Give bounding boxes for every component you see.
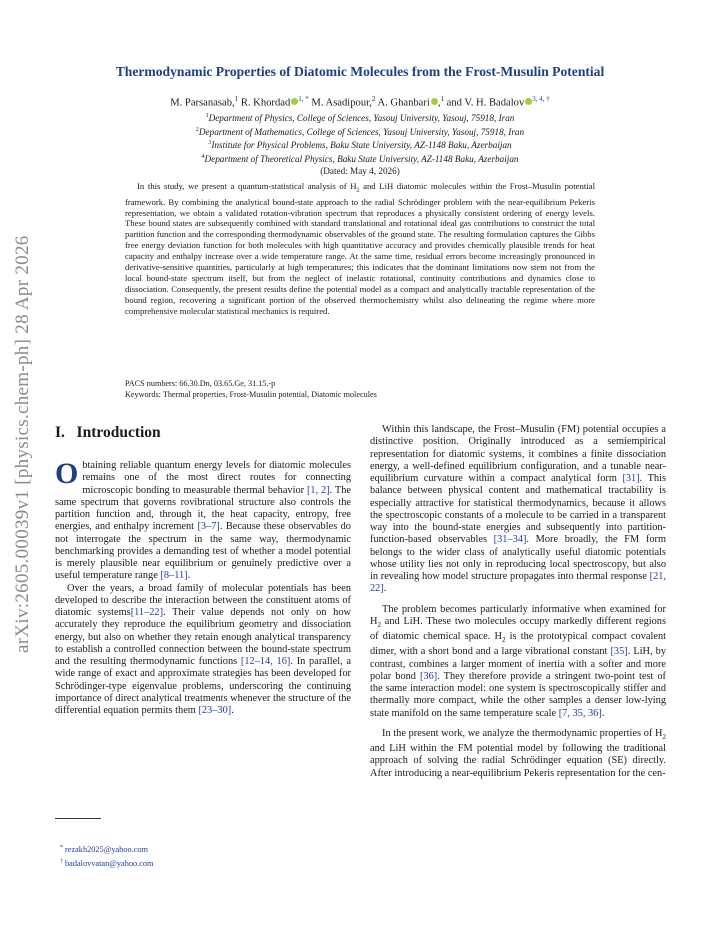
orcid-icon[interactable] [431,98,438,105]
body-text: . Because these observables do not interrogate the spectrum in the same way, thermodynamic benchmarking provides a demanding test of whether a model potential is merely plausible near equilibrium or genuinely predictive over a useful temperature range [55,521,351,582]
abstract [125,181,595,317]
citation-link[interactable]: [31–34] [493,534,527,546]
formula-subscript: 2 [356,187,360,194]
citation-link[interactable]: [23–30] [198,705,232,716]
right-column [370,424,666,780]
footnote-mark: † [60,859,63,865]
body-text: The problem becomes particularly informative when examined for [382,603,666,615]
author-affil-mark: 1 [234,95,239,103]
author-affil-mark: 1 [440,95,445,103]
citation-link[interactable]: [11–22] [130,607,164,618]
author-affil-mark: 3, 4, † [532,95,550,103]
affiliations [0,111,720,177]
paper-title: Thermodynamic Properties of Diatomic Molecules from the Frost-Musulin Potential [115,64,605,79]
body-text: In the present work, we analyze the thermodynamic properties of [382,727,656,739]
author-name: M. Asadipour, [311,97,372,109]
body-text: . Their value depends not only on how accurately they reproduce the equilibrium geometry and dissociation energy, but also on whether they retain enough analytical transparency to establish a controlled connection between the bound-state spectrum and the resulting thermodynamic functions [55,607,351,667]
body-text: is the prototypical compact covalent dimer, with a short bond and a large vibrational constant [370,631,666,658]
formula-subscript: 2 [377,620,381,629]
drop-cap: O [55,457,79,490]
body-text: . This balance between physical content and mathematical tractability is especially attractive for statistical thermodynamics, because it allows the spectroscopic constants of a molecule to be carried in a transparent way into the bound-state energies and subsequently into partition-function-based observables [370,473,666,546]
formula-subscript: 2 [662,732,666,741]
body-text: . The same spectrum that governs rovibrational structure also controls the partition function and, through it, the heat capacity, entropy, free energies, and enthalpy increment [55,484,352,533]
citation-link[interactable]: [7, 35, 36] [558,707,602,719]
citation-link[interactable]: [35] [610,646,628,658]
author-affil-mark: 2 [371,95,376,103]
citation-link[interactable]: [1, 2] [306,484,330,496]
body-text: . [601,707,605,719]
body-text: . They therefore provide a stringent two-point test of the same interaction model: one system is spectroscopically stiffer and thermally more compact, while the other samples a denser low-lying state manifold on the same temperature scale [370,670,666,719]
section-heading [55,424,351,442]
footnote [60,856,154,870]
left-column [55,424,351,717]
formula-h: H [655,727,663,739]
author-affil-mark: 1, * [298,95,309,103]
affiliation-text: Department of Mathematics, College of Sciences, Yasouj University, Yasouj, 75918, Iran [198,126,525,137]
citation-link[interactable]: [8–11] [160,570,188,582]
arxiv-identifier: arXiv:2605.00039v1 [physics.chem-ph] 28 Apr 2026 [12,235,33,653]
body-text: . [187,570,191,582]
author-name: and V. H. Badalov [446,97,525,109]
citation-link[interactable]: [12–14, 16] [240,656,291,667]
author-name: R. Khordad [240,97,291,109]
affiliation-text: Department of Theoretical Physics, Baku State University, AZ-1148 Baku, Azerbaijan [204,154,519,165]
citation-link[interactable]: [3–7] [197,521,220,533]
affiliation-number: 4 [201,153,205,160]
citation-link[interactable]: [31] [622,473,640,484]
date-line: (Dated: May 4, 2026) [320,165,400,176]
abstract-text: and LiH diatomic molecules within the Frost–Musulin potential framework. By combining the analytical bound-state approach to the radial Schrödinger problem with the near-equilibrium Pekeris representation, we obtain a validated rotation-vibration spectrum that reproduces a physically consistent ordering of energy levels. These bound states are subsequently combined with standard translational and rotational ideal gas contributions to construct the total partition function and the corresponding thermodynamic observables of the ground state. The resulting formulation captures the Gibbs free energy deviation function for both molecules with high quantitative accuracy and provides chemically plausible trends for heat capacity and enthalpy increase over a wide temperature range. At the same time, residual errors become increasingly pronounced in derivative-sensitive quantities, particularly at high temperatures; this indicates that the dominant limitations now stem not from the local bound-state spectrum itself, but from the neglect of inelastic rotational, continuity contributions and dynamics close to dissociation. Consequently, the present results define the potential model as a compact and analytically tractable representation of the bound region, recovering a significant portion of the observed thermochemistry whilst also delineating the regime where more comprehensive molecular statistical mechanics is required. [125,181,595,316]
footnote-rule [55,818,101,819]
affiliation-number: 1 [205,113,209,119]
keywords: Keywords: Thermal properties, Frost-Musulin potential, Diatomic molecules [125,390,377,399]
footnote [60,842,154,856]
affiliation-text: Institute for Physical Problems, Baku State University, AZ-1148 Baku, Azerbaijan [211,140,512,151]
affiliation-line [0,138,720,152]
affiliation-text: Department of Physics, College of Sciences, Yasouj University, Yasouj, 75918, Iran [208,113,515,124]
author-name: M. Parsanasab, [170,97,235,109]
email-link[interactable]: badalovvatan@yahoo.com [65,859,154,868]
author-list: M. Parsanasab,$^1$ R. Khordad $^{1, *}$ M. Asadipour,$^2$ A. Ghanbari ,$^1$ and V. H. Badalov $^{3, 4, \dagger}$ [170,95,550,109]
body-text: . [231,705,234,716]
citation-link[interactable]: [21, 22] [370,571,666,595]
section-title: Introduction [76,424,161,441]
formula-h: H [350,181,357,191]
email-link[interactable]: rezakh2025@yahoo.com [65,845,148,854]
author-name: A. Ghanbari [377,97,430,109]
footnotes [60,842,154,870]
body-text: Over the years, a broad family of molecular potentials has been developed to describe the interaction between the constituent atoms of diatomic systems [55,582,351,618]
body-text: . LiH, by contrast, combines a larger moment of inertia with a softer and more polar bond [370,646,666,682]
body-text: and LiH. These two molecules occupy markedly different regions of diatomic chemical space. [370,615,666,643]
section-number: I. [55,424,65,441]
affiliation-line [0,152,720,166]
pacs-block [125,378,377,400]
body-text: Within this landscape, the Frost–Musulin (FM) potential occupies a distinctive position. Originally introduced as a semiempirical representation for diatomic systems, it combines a finite dissociation energy, a well-defined equilibrium configuration, and a tunable near-equilibrium curvature within a compact analytical form [370,424,666,484]
affiliation-line [0,111,720,125]
pacs-numbers: PACS numbers: 66.30.Dn, 03.65.Ge, 31.15.-p [125,379,276,388]
abstract-text: In this study, we present a quantum-statistical analysis of [137,181,351,191]
affiliation-line [0,125,720,139]
citation-link[interactable]: [36] [420,670,438,682]
formula-subscript: 2 [501,636,506,645]
body-text: and LiH within the FM potential model by following the traditional approach of solving the radial Schrödinger equation (SE) directly. After introducing a near-equilibrium Pekeris representation for the cen- [370,743,666,779]
body-text: . In parallel, a wide range of exact and approximate strategies has been developed for Schrödinger-type eigenvalue problems, underscoring the continuing importance of direct analytical treatments whenever the structure of the differential equation permits them [55,656,351,716]
affiliation-number: 2 [195,126,199,133]
body-text: . More broadly, the FM form belongs to the wider class of analytically useful diatomic potentials whose utility lies not only in reproducing local spectroscopy, but also in revealing how model structure propagates into thermal response [370,534,666,582]
formula-h: H [370,615,378,627]
affiliation-number: 3 [208,140,212,147]
formula-h: H [494,631,502,643]
body-text: . [383,583,387,595]
footnote-mark: * [60,845,63,851]
body-text: btaining reliable quantum energy levels for diatomic molecules remains one of the most direct routes for connecting microscopic bonding to measurable thermal behavior [82,460,351,496]
